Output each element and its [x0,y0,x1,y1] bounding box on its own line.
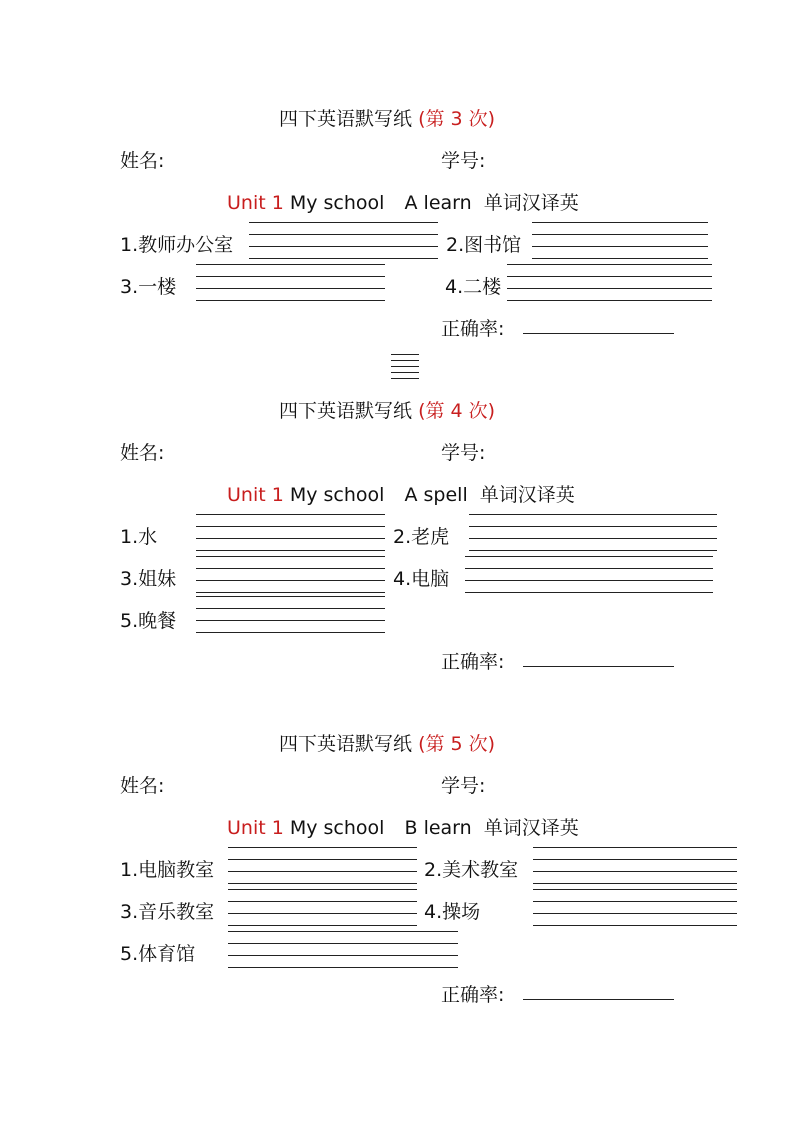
answer-lines-item-1[interactable] [196,514,385,554]
answer-lines-item-2[interactable] [532,222,708,262]
unit-heading [227,813,579,840]
task-label: 单词汉译英 [479,484,575,506]
student-id-label: 学号: [441,442,486,464]
unit-heading [227,480,575,507]
student-id-label: 学号: [441,775,486,797]
item-4: 4.电脑 [393,568,450,590]
name-label: 姓名: [120,775,165,797]
answer-lines-item-3[interactable] [196,556,385,596]
name-label: 姓名: [120,150,165,172]
item-3: 3.一楼 [120,276,177,298]
answer-lines-item-1[interactable] [249,222,438,262]
answer-lines-item-2[interactable] [533,847,737,887]
answer-lines-item-5[interactable] [196,596,385,636]
round-text: (第 5 次) [418,733,496,755]
accuracy-label: 正确率: [441,318,505,340]
sheet-title [279,729,495,756]
task-label: 单词汉译英 [483,192,579,214]
unit-heading [227,188,579,215]
accuracy-label: 正确率: [441,984,505,1006]
student-id-label: 学号: [441,150,486,172]
answer-lines-item-3[interactable] [228,889,417,929]
section-label: B learn [404,817,472,839]
item-1: 1.教师办公室 [120,234,234,256]
accuracy-blank[interactable] [523,333,674,334]
round-text: (第 4 次) [418,400,496,422]
accuracy-blank[interactable] [523,666,674,667]
sheet-title [279,396,495,423]
accuracy-blank[interactable] [523,999,674,1000]
item-2: 2.图书馆 [446,234,522,256]
unit-title: My school [289,484,385,506]
answer-lines-item-4[interactable] [533,889,737,929]
item-2: 2.老虎 [393,526,450,548]
title-text: 四下英语默写纸 [279,108,413,130]
task-label: 单词汉译英 [483,817,579,839]
item-5: 5.晚餐 [120,610,177,632]
section-label: A learn [404,192,472,214]
item-4: 4.二楼 [445,276,502,298]
item-3: 3.音乐教室 [120,901,215,923]
answer-lines-item-4[interactable] [465,556,713,596]
item-2: 2.美术教室 [424,859,519,881]
title-text: 四下英语默写纸 [279,400,413,422]
item-5: 5.体育馆 [120,943,196,965]
section-label: A spell [404,484,468,506]
answer-lines-item-4[interactable] [507,264,712,304]
sheet-title [279,104,495,131]
answer-lines-item-1[interactable] [228,847,417,887]
item-3: 3.姐妹 [120,568,177,590]
answer-lines-item-3[interactable] [196,264,385,304]
round-text: (第 3 次) [418,108,496,130]
separator-mark [391,354,419,380]
answer-lines-item-5[interactable] [228,931,458,971]
item-4: 4.操场 [424,901,481,923]
unit-title: My school [289,817,385,839]
accuracy-label: 正确率: [441,651,505,673]
unit-label: Unit 1 [227,817,284,839]
item-1: 1.电脑教室 [120,859,215,881]
unit-label: Unit 1 [227,192,284,214]
title-text: 四下英语默写纸 [279,733,413,755]
answer-lines-item-2[interactable] [469,514,717,554]
unit-label: Unit 1 [227,484,284,506]
item-1: 1.水 [120,526,158,548]
unit-title: My school [289,192,385,214]
name-label: 姓名: [120,442,165,464]
